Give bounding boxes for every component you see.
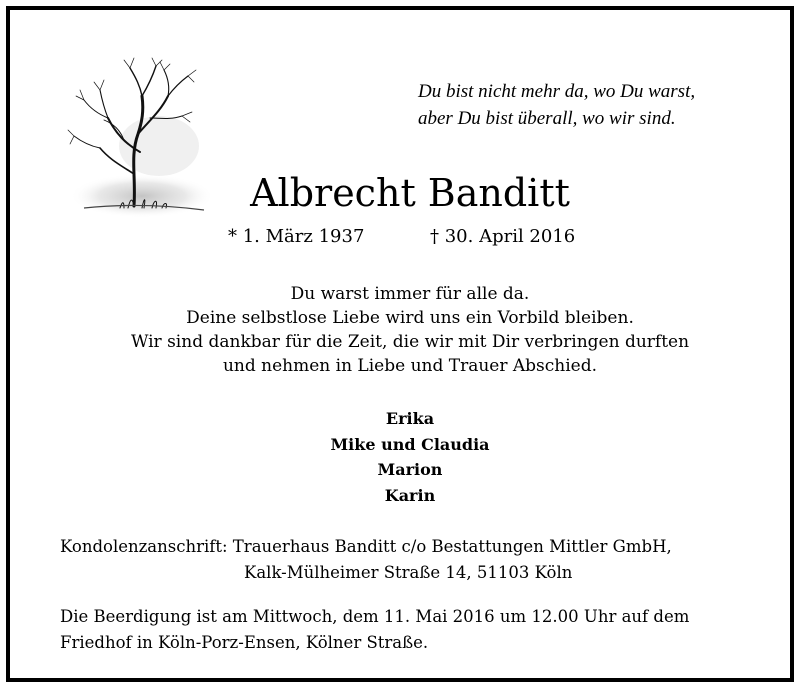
birth-date: * 1. März 1937 [228, 226, 365, 247]
mourner-name: Mike und Claudia [330, 434, 490, 454]
memorial-verse [70, 282, 750, 378]
condolence-line: Kalk-Mülheimer Straße 14, 51103 Köln [244, 563, 573, 582]
condolence-line: Kondolenzanschrift: Trauerhaus Banditt c/o Bestattungen Mittler GmbH, [60, 537, 672, 556]
mourner-name: Erika [385, 409, 435, 428]
verse-line: Du warst immer für alle da. [290, 284, 530, 304]
funeral-line: Friedhof in Köln-Porz-Ensen, Kölner Straße. [60, 633, 429, 652]
mourner-name: Marion [377, 460, 443, 479]
verse-line: und nehmen in Liebe und Trauer Abschied. [222, 356, 598, 376]
mourners-list [210, 406, 610, 508]
mourner-name: Karin [384, 485, 436, 505]
funeral-line: Die Beerdigung ist am Mittwoch, dem 11. Mai 2016 um 12.00 Uhr auf dem [60, 607, 690, 626]
quote-line: Du bist nicht mehr da, wo Du warst, [418, 81, 696, 102]
verse-line: Wir sind dankbar für die Zeit, die wir mit Dir verbringen durften [130, 332, 690, 352]
death-date: † 30. April 2016 [430, 226, 576, 247]
quote [418, 78, 778, 132]
funeral-info [60, 604, 760, 656]
deceased-name: Albrecht Banditt [250, 171, 570, 215]
obituary-notice [6, 6, 794, 682]
verse-line: Deine selbstlose Liebe wird uns ein Vorbild bleiben. [186, 308, 634, 328]
condolence-address [60, 534, 760, 586]
quote-line: aber Du bist überall, wo wir sind. [418, 108, 676, 129]
